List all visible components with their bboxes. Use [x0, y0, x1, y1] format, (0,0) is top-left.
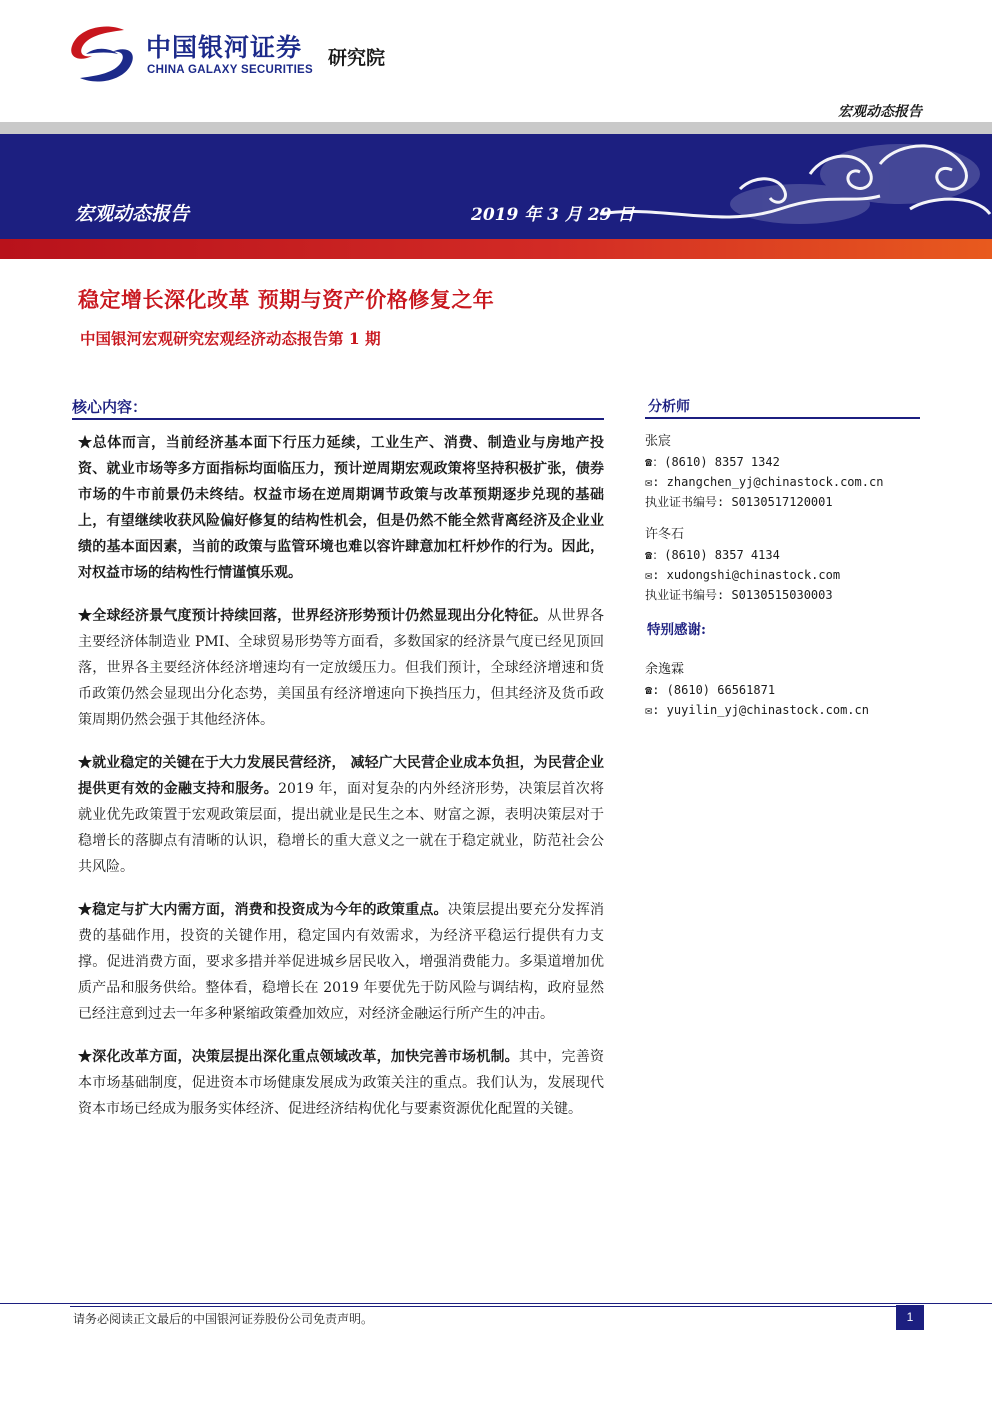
banner-red-stripe	[0, 239, 992, 259]
thanks-name: 余逸霖	[645, 662, 685, 677]
core-heading-rule	[72, 418, 604, 420]
analyst-heading-rule	[645, 417, 920, 419]
banner-top-band	[0, 122, 992, 134]
analyst-phone: ☎：(8610) 8357 1342	[645, 455, 780, 469]
analyst-heading: 分析师	[648, 399, 690, 415]
analyst-card	[645, 525, 920, 605]
report-date: 2019 年 3 月 29 日	[471, 205, 635, 225]
paragraph-body: 2019 年，面对复杂的内外经济形势，决策层首次将就业优先政策置于宏观政策层面，提出就业是民生之本、财富之源，表明决策层对于稳增长的落脚点有清晰的认识，稳增长的重大意义之一就在于稳定就业，防范社会公共风险。	[78, 781, 605, 875]
footer-disclaimer[interactable]: 请务必阅读正文最后的中国银河证券股份公司免责声明。	[73, 1312, 374, 1326]
analyst-cert: 执业证书编号: S0130517120001	[645, 495, 833, 509]
footer-rule-inner	[70, 1306, 920, 1307]
paragraph-reform	[78, 1044, 604, 1122]
core-content-heading: 核心内容：	[72, 398, 148, 416]
footer-rule	[0, 1303, 992, 1304]
paragraph-body: 其中，完善资本市场基础制度，促进资本市场健康发展成为政策关注的重点。我们认为，发展现代资本市场已经成为服务实体经济、促进经济结构优化与要素资源优化配置的关键。	[78, 1049, 605, 1117]
institute-label: 研究院	[328, 47, 386, 69]
thanks-phone: ☎: (8610) 66561871	[645, 683, 776, 697]
brand-name-cn: 中国银河证券	[146, 33, 303, 62]
thanks-card	[645, 660, 920, 720]
paragraph-lead: ★总体而言，当前经济基本面下行压力延续，工业生产、消费、制造业与房地产投资、就业市场等多方面指标均面临压力，预计逆周期宏观政策将坚持积极扩张，债券市场的牛市前景仍未终结。权益市场在逆周期调节政策与改革预期逐步兑现的基础上，有望继续收获风险偏好修复的结构性机会，但是仍然不能全然背离经济及企业业绩的基本面因素，当前的政策与监管环境也难以容许肆意加杠杆炒作的行为。因此，对权益市场的结构性行情谨慎乐观。	[78, 435, 604, 581]
paragraph-global-economy	[78, 603, 604, 733]
paragraph-lead: ★稳定与扩大内需方面，消费和投资成为今年的政策重点。	[78, 902, 448, 918]
banner-report-type: 宏观动态报告	[75, 203, 190, 225]
paragraph-employment	[78, 750, 604, 880]
analyst-email[interactable]: ✉: xudongshi@chinastock.com	[645, 568, 841, 582]
analyst-card	[645, 432, 920, 512]
paragraph-lead: ★全球经济景气度预计持续回落，世界经济形势预计仍然显现出分化特征。	[78, 608, 548, 624]
paragraph-summary	[78, 430, 604, 586]
thanks-email[interactable]: ✉: yuyilin_yj@chinastock.com.cn	[645, 703, 869, 717]
paragraph-body: 决策层提出要充分发挥消费的基础作用，投资的关键作用，稳定国内有效需求，为经济平稳运行提供有力支撑。促进消费方面，要求多措并举促进城乡居民收入，增强消费能力。多渠道增加优质产品和服务供给。整体看，稳增长在 2019 年要优先于防风险与调结构，政府显然已经注意到过去一年多种紧缩政策叠加效应，对经济金融运行所产生的冲击。	[78, 902, 605, 1022]
page-number: 1	[896, 1305, 924, 1330]
paragraph-lead: ★就业稳定的关键在于大力发展民营经济， 减轻广大民营企业成本负担，为民营企业提供更有效的金融支持和服务。	[78, 755, 604, 797]
company-logo	[66, 24, 406, 84]
report-title: 稳定增长深化改革 预期与资产价格修复之年	[78, 287, 495, 312]
report-type-top: 宏观动态报告	[838, 104, 922, 120]
core-content	[78, 430, 604, 1139]
analyst-phone: ☎：(8610) 8357 4134	[645, 548, 780, 562]
analyst-email[interactable]: ✉: zhangchen_yj@chinastock.com.cn	[645, 475, 884, 489]
cloud-pattern-icon	[580, 134, 992, 239]
brand-name-en: CHINA GALAXY SECURITIES	[147, 64, 314, 76]
report-subtitle: 中国银河宏观研究宏观经济动态报告第 1 期	[80, 329, 381, 348]
paragraph-body: 从世界各主要经济体制造业 PMI、全球贸易形势等方面看，多数国家的经济景气度已经见顶回落，世界各主要经济体经济增速均有一定放缓压力。但我们预计，全球经济增速和货币政策仍然会显现出分化态势，美国虽有经济增速向下换挡压力，但其经济及货币政策周期仍然会强于其他经济体。	[78, 608, 605, 728]
galaxy-logo-icon	[66, 24, 138, 84]
analyst-name: 许冬石	[645, 527, 685, 542]
paragraph-lead: ★深化改革方面，决策层提出深化重点领域改革，加快完善市场机制。	[78, 1049, 519, 1065]
paragraph-domestic-demand	[78, 897, 604, 1027]
special-thanks-heading: 特别感谢:	[647, 622, 706, 638]
analyst-cert: 执业证书编号: S0130515030003	[645, 588, 833, 602]
analyst-name: 张宸	[645, 434, 672, 449]
analyst-panel	[645, 432, 920, 733]
